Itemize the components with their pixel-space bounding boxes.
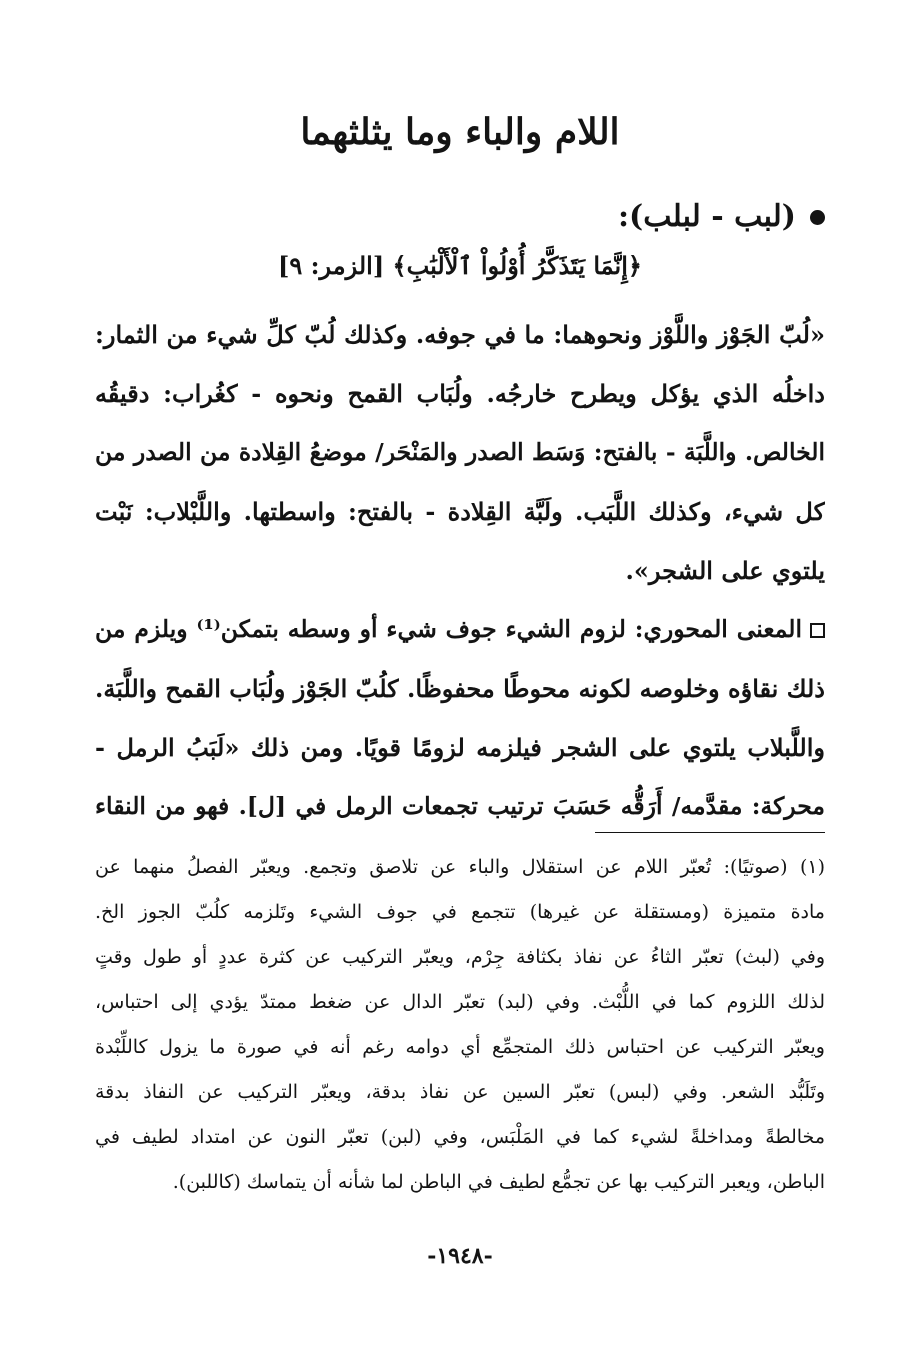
bullet-icon	[810, 210, 825, 225]
body-line: «لُبّ الجَوْز واللَّوْز ونحوهما: ما في جوفه. وكذلك لُبّ كلِّ شيء من الثمار:	[95, 320, 825, 349]
square-marker-icon	[810, 623, 825, 638]
body-line: الخالص. واللَّبَة - بالفتح: وَسَط الصدر والمَنْحَر/ موضعُ القِلادة من الصدر من	[95, 438, 825, 466]
page-title: اللام والباء وما يثلثهما	[300, 111, 620, 153]
body-line: داخلُه الذي يؤكل ويطرح خارجُه. ولُبَاب القمح ونحوه - كغُراب: دقيقُه	[95, 379, 825, 408]
meaning-line: واللَّبلاب يلتوي على الشجر فيلزمه لزومًا قويًا. ومن ذلك «لَبَبُ الرمل -	[95, 733, 825, 762]
page-number: -١٩٤٨-	[427, 1243, 493, 1269]
meaning-line: محركة: مقدَّمه/ أَرَقُّه حَسَبَ ترتيب تجمعات الرمل في [ل]. فهو من النقاء	[95, 792, 825, 820]
meaning-line: ذلك نقاؤه وخلوصه لكونه محوطًا محفوظًا. كلُبّ الجَوْز ولُبَاب القمح واللَّبَة.	[95, 674, 825, 703]
body-line: يلتوي على الشجر».	[625, 556, 825, 585]
quran-verse: ﴿إِنَّمَا يَتَذَكَّرُ أُوْلُواْ ٱلْأَلْبَٰبِ﴾ [الزمر: ٩]	[278, 251, 642, 280]
body-line: كل شيء، وكذلك اللَّبَب. ولَبَّة القِلادة - بالفتح: واسطتها. واللَّبْلاب: نَبْت	[95, 497, 825, 526]
entry-heading	[618, 193, 825, 241]
footnote-divider	[595, 832, 825, 833]
footnote-line: مادة متميزة (ومستقلة عن غيرها) تتجمع في جوف الشيء وتَلزمه كلُبّ الجوز الخ.	[95, 901, 825, 923]
footnote-line: مخالطةً ومداخلةً لشيء كما في المَلْبَس، وفي (لبن) تعبّر النون عن امتداد لطيف في	[95, 1126, 825, 1148]
meaning-line	[95, 600, 825, 659]
meaning-line-text: المعنى المحوري: لزوم الشيء جوف شيء أو وسطه بتمكن⁽¹⁾ ويلزم من	[95, 615, 802, 643]
footnote-line: الباطن، ويعبر التركيب بها عن تجمُّع لطيف في الباطن لما شأنه أن يتماسك (كاللبن).	[172, 1171, 825, 1193]
footnotes	[95, 845, 825, 1205]
footnote-line: وتَلَبُّد الشعر. وفي (لبس) تعبّر السين عن نفاذ بدقة، ويعبّر التركيب عن النفاذ بدقة	[95, 1081, 825, 1103]
footnote-line: ويعبّر التركيب عن احتباس ذلك المتجمِّع أي دوامه رغم أنه في صورة ما يزول كاللِّبْدة	[95, 1036, 825, 1058]
entry-body	[95, 305, 825, 836]
footnote-line: لذلك اللزوم كما في اللُّبْث. وفي (لبد) تعبّر الدال عن ضغط ممتدّ يؤدي إلى احتباس،	[95, 991, 825, 1013]
footnote-line: (١) (صوتيًا): تُعبّر اللام عن استقلال والباء عن تلاصق وتجمع. ويعبّر الفصلُ منهما عن	[95, 856, 825, 878]
entry-heading-text: (لبب - لبلب):	[617, 199, 796, 234]
footnote-line: وفي (لبث) تعبّر الثاءُ عن نفاذ بكثافة جِرْم، ويعبّر التركيب عن كثرة عددٍ أو طول وقتٍ	[95, 946, 825, 968]
